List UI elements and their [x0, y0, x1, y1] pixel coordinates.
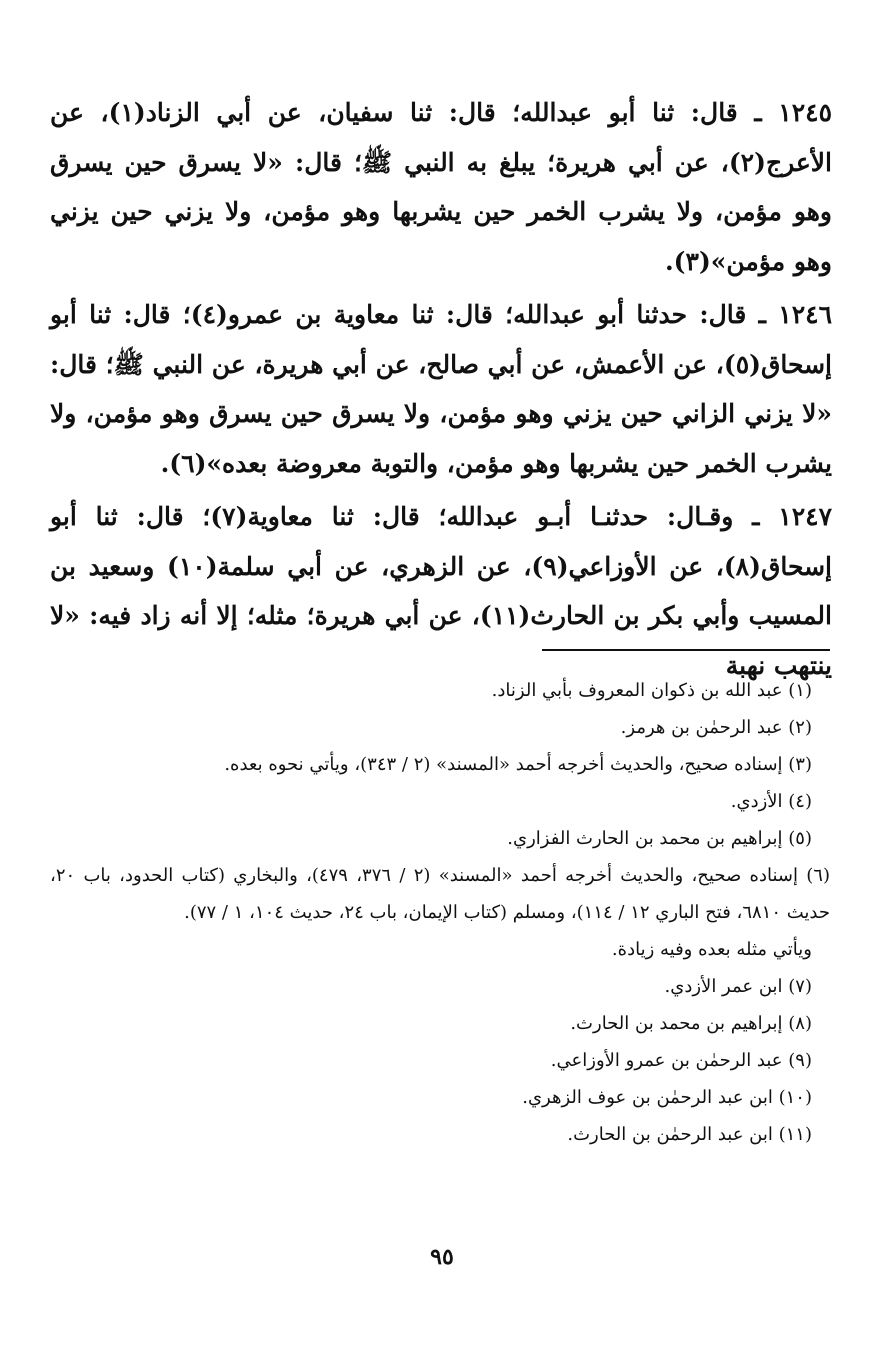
- hadith-paragraph: [50, 492, 832, 690]
- page-number: ٩٥: [430, 1244, 454, 1270]
- footnote: (٥) إبراهيم بن محمد بن الحارث الفزاري.: [507, 828, 812, 849]
- hadith-number: ١٢٤٥: [778, 98, 832, 127]
- footnote: (٨) إبراهيم بن محمد بن الحارث.: [570, 1013, 812, 1034]
- footnote: (٣) إسناده صحيح، والحديث أخرجه أحمد «المسند» (٢ / ٣٤٣)، ويأتي نحوه بعده.: [224, 754, 812, 775]
- footnote: (٩) عبد الرحمٰن بن عمرو الأوزاعي.: [550, 1050, 812, 1071]
- footnote: (١٠) ابن عبد الرحمٰن بن عوف الزهري.: [522, 1087, 812, 1108]
- footnote: (٢) عبد الرحمٰن بن هرمز.: [620, 717, 812, 738]
- footnotes: [50, 672, 830, 1153]
- footnote: (١) عبد الله بن ذكوان المعروف بأبي الزناد.: [491, 680, 812, 701]
- hadith-paragraph: [50, 88, 832, 286]
- footnote: (٦) إسناده صحيح، والحديث أخرجه أحمد «المسند» (٢ / ٣٧٦، ٤٧٩)، والبخاري (كتاب الحدود، باب ٢٠، حديث ٦٨١٠، فتح الباري ١٢ / ١١٤)، ومسلم (كتاب الإيمان، باب ٢٤، حديث ١٠٤، ١ / ٧٧).: [50, 865, 830, 923]
- footnote: (١١) ابن عبد الرحمٰن بن الحارث.: [567, 1124, 812, 1145]
- hadith-number: ١٢٤٦: [778, 300, 832, 329]
- footnote-divider: [542, 649, 830, 651]
- hadith-paragraph: [50, 290, 832, 488]
- main-text: [50, 88, 832, 694]
- footnote: ويأتي مثله بعده وفيه زيادة.: [611, 939, 812, 960]
- hadith-number: ١٢٤٧: [778, 502, 832, 531]
- hadith-text: ـ قال: حدثنا أبو عبدالله؛ قال: ثنا معاوية بن عمرو(٤)؛ قال: ثنا أبو إسحاق(٥)، عن الأعمش، عن أبي صالح، عن أبي هريرة، عن النبي ﷺ؛ قال: «لا يزني الزاني حين يزني وهو مؤمن، ولا يسرق حين يسرق وهو مؤمن، ولا يشرب الخمر حين يشربها وهو مؤمن، والتوبة معروضة بعده»(٦).: [50, 300, 832, 478]
- hadith-text: ـ وقـال: حدثنـا أبـو عبدالله؛ قال: ثنا معاوية(٧)؛ قال: ثنا أبو إسحاق(٨)، عن الأوزاعي(٩)، عن الزهري، عن أبي سلمة(١٠) وسعيد بن المسيب وأبي بكر بن الحارث(١١)، عن أبي هريرة؛ مثله؛ إلا أنه زاد فيه: «لا ينتهب نهبة: [50, 502, 832, 680]
- footnote: (٤) الأزدي.: [730, 791, 812, 812]
- hadith-text: ـ قال: ثنا أبو عبدالله؛ قال: ثنا سفيان، عن أبي الزناد(١)، عن الأعرج(٢)، عن أبي هريرة؛ يبلغ به النبي ﷺ؛ قال: «لا يسرق حين يسرق وهو مؤمن، ولا يشرب الخمر حين يشربها وهو مؤمن، ولا يزني حين يزني وهو مؤمن»(٣).: [50, 98, 832, 276]
- footnote: (٧) ابن عمر الأزدي.: [664, 976, 812, 997]
